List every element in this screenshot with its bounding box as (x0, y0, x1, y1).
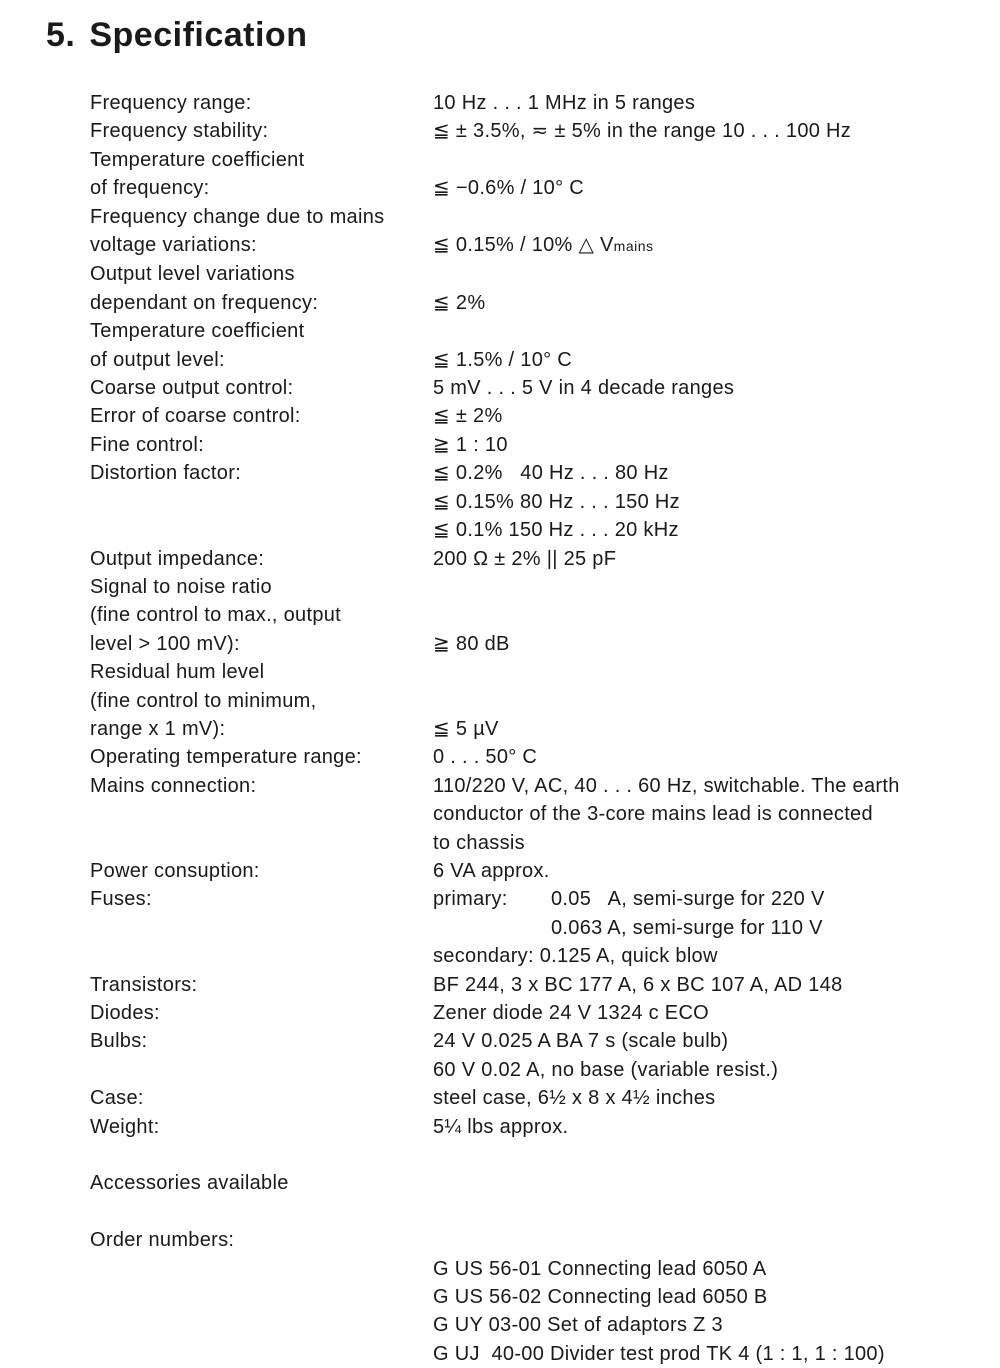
spec-row (90, 914, 950, 942)
spec-value: ≧ 1 : 10 (433, 433, 508, 456)
spec-value: ≦ 0.1% 150 Hz . . . 20 kHz (433, 519, 679, 542)
spec-label: Fuses: (90, 888, 152, 911)
spec-value: ≦ 2% (433, 291, 486, 314)
spec-row (90, 203, 950, 231)
spec-row (90, 829, 950, 857)
spec-row (90, 971, 950, 999)
spacer (90, 1141, 950, 1169)
spec-value: ≦ ± 3.5%, ≂ ± 5% in the range 10 . . . 100 Hz (433, 120, 852, 143)
spec-value: 110/220 V, AC, 40 . . . 60 Hz, switchable. The earth (433, 774, 900, 797)
spec-label: Weight: (90, 1115, 160, 1138)
spec-label: Temperature coefficient (90, 148, 305, 171)
spec-row (90, 1283, 950, 1311)
spec-row (90, 317, 950, 345)
spec-row (90, 601, 950, 629)
spec-row (90, 402, 950, 430)
spec-label (90, 1311, 433, 1339)
spec-row (90, 289, 950, 317)
spec-row (90, 630, 950, 658)
specification-list (90, 89, 950, 1368)
spec-label: level > 100 mV): (90, 632, 240, 655)
spec-label: Case: (90, 1087, 144, 1110)
spec-label (90, 1340, 433, 1368)
spec-row (90, 743, 950, 771)
spec-label (90, 516, 433, 544)
spec-label: Fine control: (90, 433, 204, 456)
spec-label (90, 1283, 433, 1311)
spec-label: Mains connection: (90, 774, 257, 797)
spec-label: Signal to noise ratio (90, 575, 272, 598)
spec-label: (fine control to minimum, (90, 689, 317, 712)
spec-label (90, 800, 433, 828)
spec-value: ≦ ± 2% (433, 405, 503, 428)
spec-row (90, 885, 950, 913)
spec-label: of output level: (90, 348, 225, 371)
spec-label (90, 488, 433, 516)
spec-value: G UJ 40-00 Divider test prod TK 4 (1 : 1, 1 : 100) (433, 1342, 885, 1365)
spec-value: ≦ 0.2% 40 Hz . . . 80 Hz (433, 462, 669, 485)
spec-label: Output impedance: (90, 547, 265, 570)
spec-row (90, 772, 950, 800)
spec-label: Order numbers: (90, 1229, 235, 1252)
spec-value: steel case, 6½ x 8 x 4½ inches (433, 1087, 716, 1110)
spec-label (90, 1255, 433, 1283)
spec-label: Error of coarse control: (90, 405, 301, 428)
spec-value: 5¼ lbs approx. (433, 1115, 569, 1138)
spec-label: Temperature coefficient (90, 320, 305, 343)
spec-label (90, 1056, 433, 1084)
spec-label: Frequency range: (90, 92, 252, 114)
spec-value (433, 658, 950, 686)
spec-value: G UY 03-00 Set of adaptors Z 3 (433, 1314, 723, 1337)
spec-label: Frequency change due to mains (90, 205, 385, 228)
spec-label (90, 942, 433, 970)
spec-value-subscript: mains (613, 238, 654, 255)
spec-row (90, 857, 950, 885)
spec-label (90, 914, 433, 942)
spec-value: ≦ 0.15% 80 Hz . . . 150 Hz (433, 490, 680, 513)
spec-value (433, 885, 950, 913)
spec-value (433, 687, 950, 715)
spec-row (90, 1255, 950, 1283)
spec-value: 0 . . . 50° C (433, 746, 538, 769)
spec-label: Frequency stability: (90, 120, 269, 143)
spec-row (90, 715, 950, 743)
spec-row (90, 1311, 950, 1339)
spec-value (433, 203, 950, 231)
spec-row (90, 459, 950, 487)
spec-label: Operating temperature range: (90, 746, 362, 769)
spec-row (90, 545, 950, 573)
spec-label: Diodes: (90, 1002, 160, 1024)
spec-value (433, 914, 950, 942)
fuse-primary-label: primary: (433, 888, 508, 911)
spec-value: 10 Hz . . . 1 MHz in 5 ranges (433, 92, 696, 114)
spec-row (90, 1226, 950, 1254)
spec-value: G US 56-02 Connecting lead 6050 B (433, 1286, 768, 1309)
spec-row (90, 174, 950, 202)
spec-value (433, 601, 950, 629)
spec-row (90, 687, 950, 715)
spec-label: Coarse output control: (90, 377, 294, 400)
spec-value: ≧ 80 dB (433, 632, 510, 655)
spec-row (90, 516, 950, 544)
spec-row (90, 374, 950, 402)
spec-label: Residual hum level (90, 661, 265, 684)
spec-value: ≦ −0.6% / 10° C (433, 177, 584, 200)
spec-label: (fine control to max., output (90, 604, 342, 627)
spec-label: Accessories available (90, 1172, 289, 1195)
spec-row (90, 573, 950, 601)
spec-value: 60 V 0.02 A, no base (variable resist.) (433, 1058, 779, 1081)
spec-value (433, 260, 950, 288)
spec-label: voltage variations: (90, 234, 257, 257)
spec-value (433, 317, 950, 345)
spec-row (90, 1027, 950, 1055)
spec-row (90, 488, 950, 516)
spec-row (90, 1340, 950, 1368)
spec-label: range x 1 mV): (90, 717, 226, 740)
spec-label: Transistors: (90, 973, 198, 996)
spec-row (90, 999, 950, 1027)
spec-label: Power consuption: (90, 859, 260, 882)
spec-value (433, 146, 950, 174)
spec-row (90, 800, 950, 828)
spec-value: ≦ 1.5% / 10° C (433, 348, 573, 371)
spec-value (433, 1226, 950, 1254)
section-number: 5. (46, 16, 76, 54)
spec-row (90, 117, 950, 145)
spec-label: dependant on frequency: (90, 291, 319, 314)
spec-row (90, 431, 950, 459)
spec-row (90, 658, 950, 686)
spec-value: BF 244, 3 x BC 177 A, 6 x BC 107 A, AD 148 (433, 973, 843, 996)
spec-row (90, 346, 950, 374)
spec-value: 6 VA approx. (433, 859, 550, 882)
spec-row (90, 1084, 950, 1112)
spec-value-text: ≦ 0.15% / 10% △ V (433, 234, 614, 257)
spec-label: of frequency: (90, 177, 210, 200)
spec-value: 200 Ω ± 2% || 25 pF (433, 547, 617, 570)
spec-value: to chassis (433, 831, 525, 854)
spec-value: Zener diode 24 V 1324 c ECO (433, 1002, 710, 1024)
spec-value (433, 573, 950, 601)
spec-row (90, 942, 950, 970)
spec-label: Distortion factor: (90, 462, 242, 485)
spec-row (90, 1056, 950, 1084)
spec-row (90, 89, 950, 117)
fuse-primary-value: 0.05 A, semi-surge for 220 V (551, 888, 825, 911)
spec-value (433, 231, 950, 260)
spec-value: secondary: 0.125 A, quick blow (433, 945, 718, 968)
spec-row (90, 260, 950, 288)
spec-value: ≦ 5 µV (433, 717, 499, 740)
spec-value: G US 56-01 Connecting lead 6050 A (433, 1257, 767, 1280)
spec-row (90, 231, 950, 260)
spec-label: Output level variations (90, 263, 295, 286)
spec-value: conductor of the 3-core mains lead is connected (433, 803, 873, 826)
spec-value (433, 1169, 950, 1197)
spec-label (90, 829, 433, 857)
spec-value: 5 mV . . . 5 V in 4 decade ranges (433, 377, 735, 400)
spec-row (90, 1113, 950, 1141)
spec-label: Bulbs: (90, 1030, 148, 1053)
page-title (46, 16, 307, 55)
spec-value: 24 V 0.025 A BA 7 s (scale bulb) (433, 1030, 729, 1053)
spec-row (90, 1169, 950, 1197)
spec-row (90, 146, 950, 174)
fuse-primary-value: 0.063 A, semi-surge for 110 V (551, 916, 823, 939)
section-title: Specification (89, 16, 308, 54)
spacer (90, 1198, 950, 1226)
